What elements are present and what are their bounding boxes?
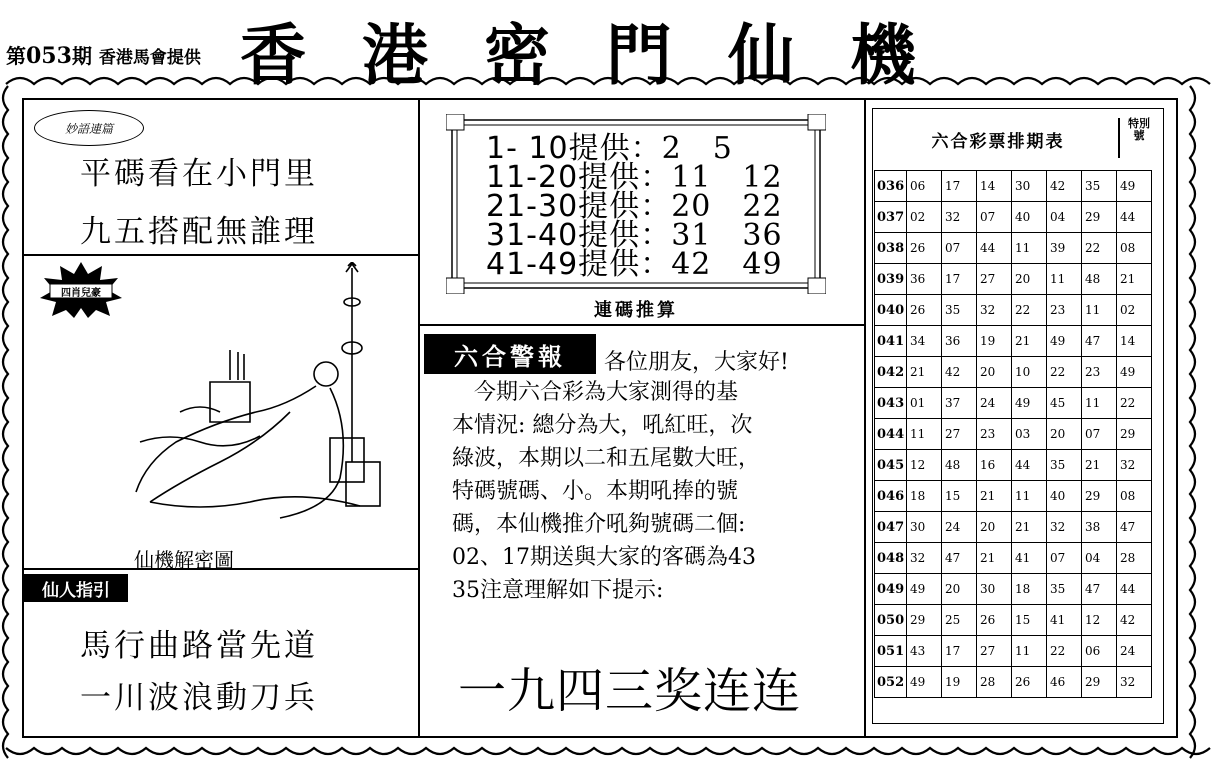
special-number-cell: 49 [1117,171,1152,202]
number-cell: 19 [977,326,1012,357]
alert-tab: 六合警報 [424,334,596,374]
number-cell: 22 [1047,636,1082,667]
number-cell: 49 [907,667,942,698]
number-cell: 07 [1082,419,1117,450]
range-row: 31-40提供：31 36 [486,218,783,253]
number-cell: 36 [907,264,942,295]
schedule-row [875,295,1152,326]
number-cell: 12 [907,450,942,481]
schedule-row [875,202,1152,233]
number-cell: 11 [1012,481,1047,512]
alert-line: 綠波，本期以二和五尾數大旺， [452,446,761,471]
schedule-title: 六合彩票排期表 [931,131,1065,152]
number-cell: 01 [907,388,942,419]
schedule-table-wrap [874,170,1152,698]
number-cell: 11 [1012,233,1047,264]
number-cell: 26 [907,233,942,264]
number-cell: 11 [1082,388,1117,419]
number-cell: 11 [1047,264,1082,295]
special-number-cell: 02 [1117,295,1152,326]
number-cell: 02 [907,202,942,233]
range-values: 20 22 [671,189,783,224]
range-label: 11-20提供 [486,160,641,195]
number-cell: 11 [1082,295,1117,326]
range-label: 41-49提供 [486,247,641,282]
number-cell: 35 [1047,574,1082,605]
number-cell: 28 [977,667,1012,698]
special-number-cell: 08 [1117,481,1152,512]
issue-number: 053 [26,43,72,69]
range-values: 42 49 [671,247,783,282]
schedule-row [875,233,1152,264]
number-cell: 11 [907,419,942,450]
number-cell: 20 [977,512,1012,543]
number-cell: 21 [907,357,942,388]
alert-line: 碼，本仙機推介吼夠號碼二個: [452,512,746,537]
alert-line: 35注意理解如下提示: [452,578,664,603]
schedule-row [875,605,1152,636]
number-cell: 20 [942,574,977,605]
number-cell: 26 [1012,667,1047,698]
guide-tab: 仙人指引 [24,574,128,602]
special-number-cell: 08 [1117,233,1152,264]
alert-slogan: 一九四三奖连连 [458,663,802,719]
schedule-row [875,481,1152,512]
range-caption: 連碼推算 [594,300,678,321]
range-values: 31 36 [671,218,783,253]
alert-line: 今期六合彩為大家測得的基 [452,380,739,405]
period-cell: 050 [875,605,907,636]
number-cell: 32 [977,295,1012,326]
special-number-cell: 32 [1117,667,1152,698]
number-cell: 42 [1047,171,1082,202]
number-cell: 12 [1082,605,1117,636]
divider-left-1 [22,254,420,256]
schedule-row [875,543,1152,574]
number-cell: 45 [1047,388,1082,419]
period-cell: 043 [875,388,907,419]
special-number-cell: 22 [1117,388,1152,419]
number-cell: 22 [1082,233,1117,264]
number-cell: 18 [1012,574,1047,605]
number-cell: 30 [977,574,1012,605]
period-cell: 047 [875,512,907,543]
section-pill: 妙語連篇 [34,110,144,146]
guide-line-2: 一川波浪動刀兵 [80,680,318,716]
poem-line-1: 平碼看在小門里 [80,156,318,192]
number-cell: 41 [1012,543,1047,574]
number-cell: 15 [1012,605,1047,636]
number-cell: 04 [1082,543,1117,574]
number-cell: 16 [977,450,1012,481]
range-label: 31-40提供 [486,218,641,253]
number-cell: 35 [942,295,977,326]
special-number-cell: 28 [1117,543,1152,574]
number-cell: 27 [942,419,977,450]
period-cell: 038 [875,233,907,264]
special-number-cell: 29 [1117,419,1152,450]
special-number-cell: 32 [1117,450,1152,481]
number-cell: 34 [907,326,942,357]
period-cell: 051 [875,636,907,667]
schedule-row [875,326,1152,357]
alert-body [452,376,760,607]
number-cell: 22 [1047,357,1082,388]
number-cell: 19 [942,667,977,698]
alert-greeting: 各位朋友，大家好! [604,350,789,375]
number-cell: 17 [942,171,977,202]
number-cell: 48 [1082,264,1117,295]
number-cell: 42 [942,357,977,388]
scholar-illustration [120,262,410,542]
schedule-table [874,170,1152,698]
number-cell: 43 [907,636,942,667]
number-cell: 17 [942,264,977,295]
number-cell: 46 [1047,667,1082,698]
alert-line: 02、17期送與大家的客碼為43 [452,545,756,570]
schedule-row [875,667,1152,698]
range-row: 11-20提供：11 12 [486,160,783,195]
special-number-cell: 24 [1117,636,1152,667]
number-cell: 29 [907,605,942,636]
special-number-cell: 21 [1117,264,1152,295]
guide-line-1: 馬行曲路當先道 [80,628,318,664]
number-cell: 39 [1047,233,1082,264]
divider-left [418,98,420,736]
period-cell: 036 [875,171,907,202]
schedule-row [875,264,1152,295]
number-cell: 06 [1082,636,1117,667]
range-values: 2 5 [661,131,733,166]
number-cell: 21 [1012,512,1047,543]
period-cell: 045 [875,450,907,481]
period-cell: 044 [875,419,907,450]
special-number-cell: 44 [1117,202,1152,233]
divider-center [420,324,864,326]
schedule-title-divider [1118,118,1120,158]
period-cell: 046 [875,481,907,512]
number-cell: 35 [1082,171,1117,202]
page-title: 香港密門仙機 [240,17,972,94]
schedule-row [875,171,1152,202]
number-cell: 24 [977,388,1012,419]
number-cell: 37 [942,388,977,419]
schedule-row [875,512,1152,543]
number-cell: 03 [1012,419,1047,450]
number-cell: 20 [977,357,1012,388]
alert-line: 特碼號碼、小。本期吼捧的號 [452,479,739,504]
special-number-cell: 14 [1117,326,1152,357]
number-cell: 23 [1082,357,1117,388]
number-cell: 23 [977,419,1012,450]
number-cell: 49 [1047,326,1082,357]
alert-line: 本情況: 總分為大，吼紅旺，次 [452,413,753,438]
poem-line-2: 九五搭配無誰理 [80,214,318,250]
number-cell: 47 [1082,326,1117,357]
range-label: 21-30提供 [486,189,641,224]
number-cell: 04 [1047,202,1082,233]
period-cell: 048 [875,543,907,574]
range-list [486,131,783,282]
number-cell: 30 [907,512,942,543]
number-cell: 47 [1082,574,1117,605]
schedule-row [875,388,1152,419]
number-cell: 32 [907,543,942,574]
number-cell: 32 [1047,512,1082,543]
number-cell: 10 [1012,357,1047,388]
schedule-row [875,450,1152,481]
number-cell: 40 [1047,481,1082,512]
number-cell: 20 [1012,264,1047,295]
number-cell: 11 [1012,636,1047,667]
number-cell: 27 [977,264,1012,295]
number-cell: 38 [1082,512,1117,543]
range-row: 41-49提供：42 49 [486,247,783,282]
number-cell: 29 [1082,481,1117,512]
schedule-row [875,574,1152,605]
issue-suffix: 期 [71,44,92,68]
number-cell: 49 [1012,388,1047,419]
number-cell: 17 [942,636,977,667]
number-cell: 35 [1047,450,1082,481]
number-cell: 07 [977,202,1012,233]
schedule-row [875,357,1152,388]
number-cell: 22 [1012,295,1047,326]
number-cell: 21 [977,481,1012,512]
provider-label: 香港馬會提供 [98,48,201,68]
number-cell: 40 [1012,202,1047,233]
number-cell: 18 [907,481,942,512]
schedule-row [875,419,1152,450]
special-number-cell: 44 [1117,574,1152,605]
divider-right [864,98,866,736]
range-label: 1- 10提供 [486,131,631,166]
illustration-caption: 仙機解密圖 [134,548,234,572]
number-cell: 20 [1047,419,1082,450]
period-cell: 037 [875,202,907,233]
range-values: 11 12 [671,160,783,195]
number-cell: 48 [942,450,977,481]
number-cell: 32 [942,202,977,233]
number-cell: 24 [942,512,977,543]
number-cell: 47 [942,543,977,574]
number-cell: 30 [1012,171,1047,202]
number-cell: 41 [1047,605,1082,636]
issue-prefix: 第 [6,44,26,68]
number-cell: 26 [977,605,1012,636]
schedule-side-label: 特別號 [1128,117,1150,142]
period-cell: 040 [875,295,907,326]
number-cell: 44 [977,233,1012,264]
period-cell: 042 [875,357,907,388]
number-cell: 49 [907,574,942,605]
number-cell: 21 [1012,326,1047,357]
period-cell: 041 [875,326,907,357]
number-cell: 44 [1012,450,1047,481]
number-cell: 15 [942,481,977,512]
number-cell: 07 [942,233,977,264]
period-cell: 049 [875,574,907,605]
number-cell: 14 [977,171,1012,202]
special-number-cell: 49 [1117,357,1152,388]
number-cell: 07 [1047,543,1082,574]
range-row: 21-30提供：20 22 [486,189,783,224]
range-row: 1- 10提供：2 5 [486,131,733,166]
special-number-cell: 47 [1117,512,1152,543]
badge-label: 四肖兒豪 [61,288,101,299]
number-cell: 26 [907,295,942,326]
number-cell: 36 [942,326,977,357]
number-cell: 29 [1082,202,1117,233]
period-cell: 052 [875,667,907,698]
schedule-row [875,636,1152,667]
number-cell: 21 [977,543,1012,574]
number-cell: 29 [1082,667,1117,698]
special-number-cell: 42 [1117,605,1152,636]
number-cell: 21 [1082,450,1117,481]
period-cell: 039 [875,264,907,295]
number-cell: 06 [907,171,942,202]
number-cell: 25 [942,605,977,636]
number-cell: 23 [1047,295,1082,326]
number-cell: 27 [977,636,1012,667]
